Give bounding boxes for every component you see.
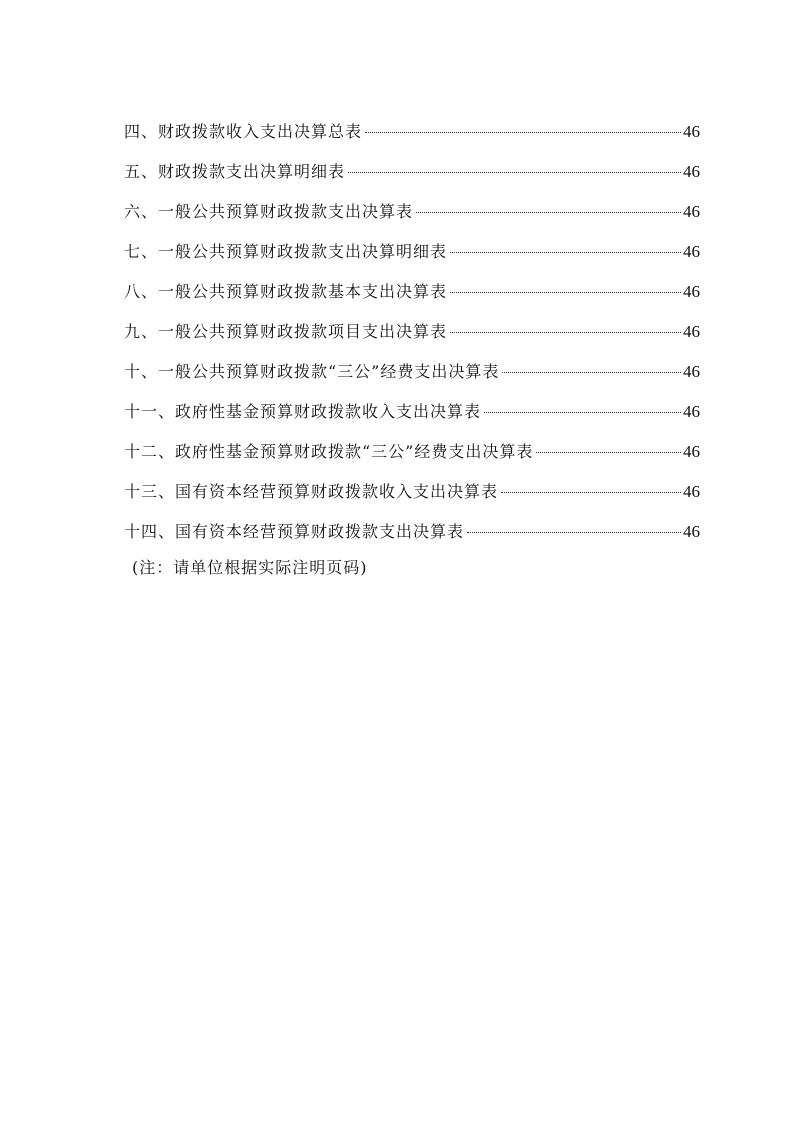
toc-entry-title: 五、财政拨款支出决算明细表 — [124, 162, 346, 181]
toc-entry-title: 十、一般公共预算财政拨款“三公”经费支出决算表 — [124, 362, 500, 381]
toc-leader-dots — [348, 172, 681, 173]
toc-entry — [124, 472, 700, 512]
toc-entry-title: 十三、国有资本经营预算财政拨款收入支出决算表 — [124, 482, 499, 501]
toc-entry — [124, 192, 700, 232]
toc-leader-dots — [467, 532, 681, 533]
toc-entry-page: 46 — [683, 522, 700, 541]
toc-entry-title: 十二、政府性基金预算财政拨款“三公”经费支出决算表 — [124, 442, 534, 461]
toc-entry — [124, 232, 700, 272]
toc-entry-page: 46 — [683, 162, 700, 181]
page-number-note: (注：请单位根据实际注明页码) — [132, 558, 368, 577]
toc-leader-dots — [450, 292, 681, 293]
toc-entry — [124, 392, 700, 432]
toc-entry-title: 六、一般公共预算财政拨款支出决算表 — [124, 202, 414, 221]
toc-entry-page: 46 — [683, 322, 700, 341]
toc-entry-title: 四、财政拨款收入支出决算总表 — [124, 122, 363, 141]
toc-entry-page: 46 — [683, 362, 700, 381]
toc-entry-title: 九、一般公共预算财政拨款项目支出决算表 — [124, 322, 448, 341]
toc-leader-dots — [536, 452, 681, 453]
toc-leader-dots — [501, 492, 681, 493]
toc-entry-page: 46 — [683, 282, 700, 301]
toc-entry — [124, 312, 700, 352]
toc-entry — [124, 352, 700, 392]
toc-entry-page: 46 — [683, 122, 700, 141]
toc-entry — [124, 152, 700, 192]
toc-entry — [124, 432, 700, 472]
toc-leader-dots — [450, 332, 681, 333]
toc-entry-page: 46 — [683, 202, 700, 221]
toc-leader-dots — [502, 372, 681, 373]
table-of-contents — [124, 112, 700, 552]
toc-entry-page: 46 — [683, 442, 700, 461]
toc-entry — [124, 512, 700, 552]
toc-leader-dots — [484, 412, 681, 413]
toc-entry — [124, 112, 700, 152]
toc-entry-title: 十四、国有资本经营预算财政拨款支出决算表 — [124, 522, 465, 541]
toc-entry-title: 十一、政府性基金预算财政拨款收入支出决算表 — [124, 402, 482, 421]
toc-entry-page: 46 — [683, 402, 700, 421]
toc-entry-page: 46 — [683, 242, 700, 261]
toc-entry — [124, 272, 700, 312]
toc-entry-title: 七、一般公共预算财政拨款支出决算明细表 — [124, 242, 448, 261]
toc-entry-title: 八、一般公共预算财政拨款基本支出决算表 — [124, 282, 448, 301]
toc-leader-dots — [450, 252, 681, 253]
toc-leader-dots — [365, 132, 681, 133]
toc-entry-page: 46 — [683, 482, 700, 501]
toc-leader-dots — [416, 212, 681, 213]
